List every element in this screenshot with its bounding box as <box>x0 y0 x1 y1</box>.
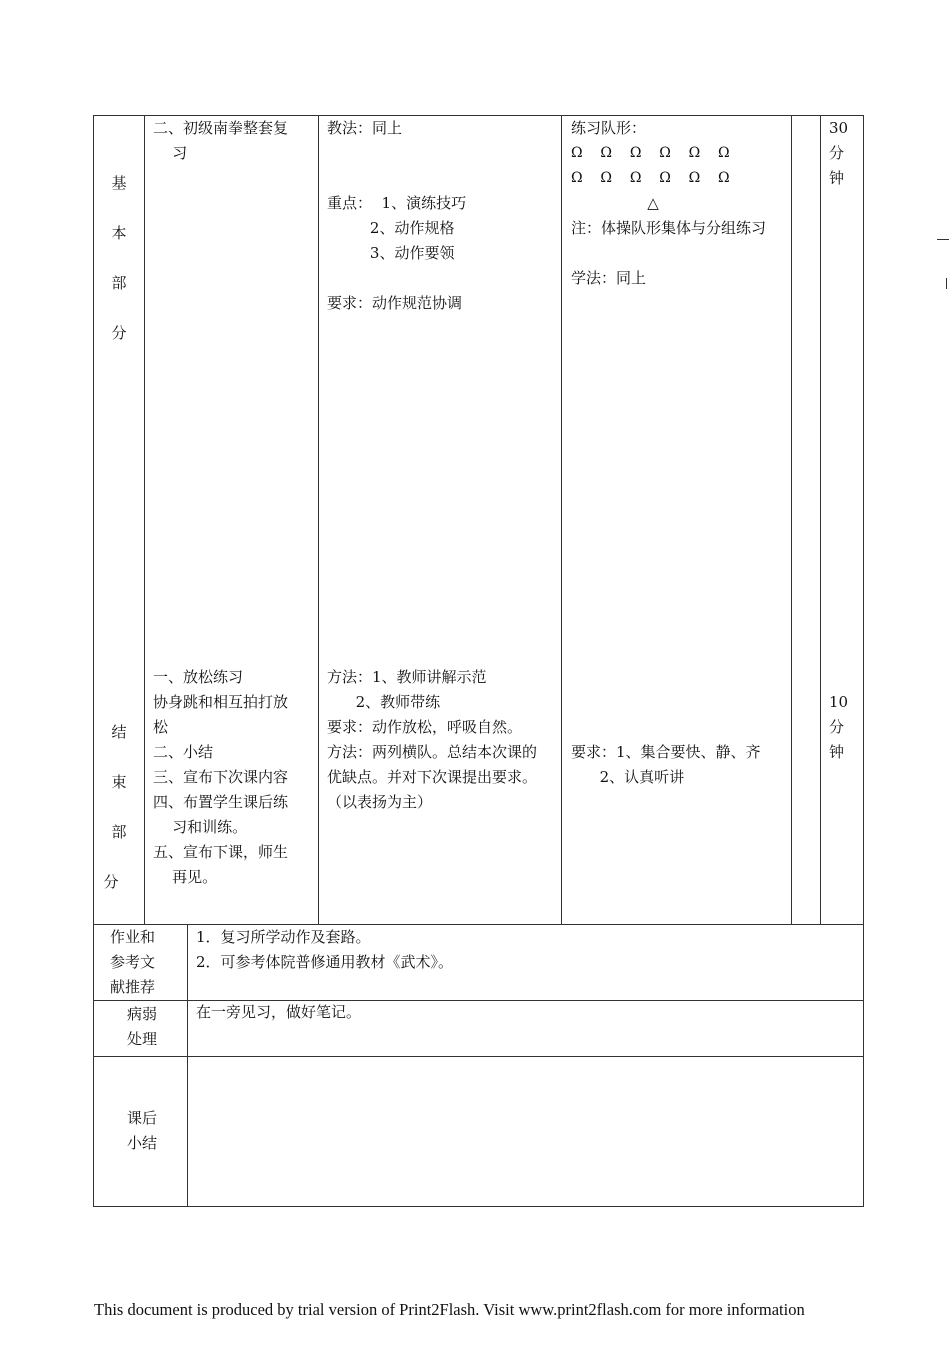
basic-teaching-line: 重点： 1、演练技巧 <box>327 194 467 212</box>
homework-label: 参考文 <box>110 953 156 971</box>
end-teaching-line: 方法：1、教师讲解示范 <box>327 668 487 686</box>
basic-teaching-line: 要求：动作规范协调 <box>327 294 463 312</box>
section-basic-char: 分 <box>111 324 127 342</box>
col-divider-1 <box>144 115 145 924</box>
end-content-line: 五、宣布下课，师生 <box>153 843 289 861</box>
col-divider-4 <box>791 115 792 924</box>
sick-text: 在一旁见习，做好笔记。 <box>196 1003 362 1021</box>
end-content-line: 再见。 <box>153 868 218 886</box>
sick-label: 处理 <box>127 1030 158 1048</box>
basic-org-line: 练习队形： <box>571 119 647 137</box>
trial-footer: This document is produced by trial version of Print2Flash. Visit www.print2flash.com for more information <box>94 1300 805 1319</box>
section-end-char: 分 <box>103 873 119 891</box>
table-border-right <box>863 115 864 1207</box>
end-content-line: 一、放松练习 <box>153 668 244 686</box>
col-divider-5 <box>820 115 821 924</box>
basic-teaching-line: 教法：同上 <box>327 119 403 137</box>
label-col-divider <box>187 924 188 1207</box>
formation-row: Ω Ω Ω Ω Ω Ω <box>571 145 730 161</box>
end-teaching-line: 2、教师带练 <box>327 693 441 711</box>
section-basic-char: 基 <box>111 174 127 192</box>
summary-label: 小结 <box>127 1134 158 1152</box>
formation-row: Ω Ω Ω Ω Ω Ω <box>571 170 730 186</box>
end-content-line: 四、布置学生课后练 <box>153 793 289 811</box>
basic-org-line: 注：体操队形集体与分组练习 <box>571 219 767 237</box>
end-teaching-line: 优缺点。并对下次课提出要求。 <box>327 768 538 786</box>
homework-label: 献推荐 <box>110 978 156 996</box>
end-time: 10 <box>829 693 849 711</box>
end-content-line: 三、宣布下次课内容 <box>153 768 289 786</box>
end-content-line: 习和训练。 <box>153 818 248 836</box>
end-time: 分 <box>829 718 845 736</box>
section-end-char: 部 <box>111 823 127 841</box>
basic-content-line: 习 <box>153 144 188 162</box>
homework-item: 1．复习所学动作及套路。 <box>196 928 371 946</box>
end-teaching-line: 方法：两列横队。总结本次课的 <box>327 743 538 761</box>
end-org-line: 2、认真听讲 <box>571 768 685 786</box>
basic-org-line: 学法：同上 <box>571 269 647 287</box>
edge-mark-tick <box>946 278 947 289</box>
edge-mark-dash <box>937 239 949 240</box>
section-end-char: 结 <box>111 723 127 741</box>
table-border-bottom <box>93 1206 864 1207</box>
end-time: 钟 <box>829 743 845 761</box>
table-border-left <box>93 115 94 1207</box>
sick-label: 病弱 <box>127 1005 158 1023</box>
col-divider-3 <box>561 115 562 924</box>
row-divider-summary <box>93 1056 864 1057</box>
basic-time: 分 <box>829 144 845 162</box>
teacher-triangle: △ <box>571 194 659 212</box>
end-teaching-line: 要求：动作放松，呼吸自然。 <box>327 718 523 736</box>
basic-teaching-line: 3、动作要领 <box>327 244 455 262</box>
end-org-line: 要求：1、集合要快、静、齐 <box>571 743 761 761</box>
basic-time: 30 <box>829 119 849 137</box>
end-content-line: 协身跳和相互拍打放 <box>153 693 289 711</box>
summary-label: 课后 <box>127 1109 158 1127</box>
basic-content-line: 二、初级南拳整套复 <box>153 119 289 137</box>
end-content-line: 二、小结 <box>153 743 214 761</box>
homework-item: 2．可参考体院普修通用教材《武术》。 <box>196 953 454 971</box>
basic-time: 钟 <box>829 169 845 187</box>
section-basic-char: 本 <box>111 224 127 242</box>
end-content-line: 松 <box>153 718 169 736</box>
section-end-char: 束 <box>111 773 127 791</box>
col-divider-2 <box>318 115 319 924</box>
end-teaching-line: （以表扬为主） <box>327 793 433 811</box>
basic-teaching-line: 2、动作规格 <box>327 219 455 237</box>
section-basic-char: 部 <box>111 274 127 292</box>
homework-label: 作业和 <box>110 928 156 946</box>
